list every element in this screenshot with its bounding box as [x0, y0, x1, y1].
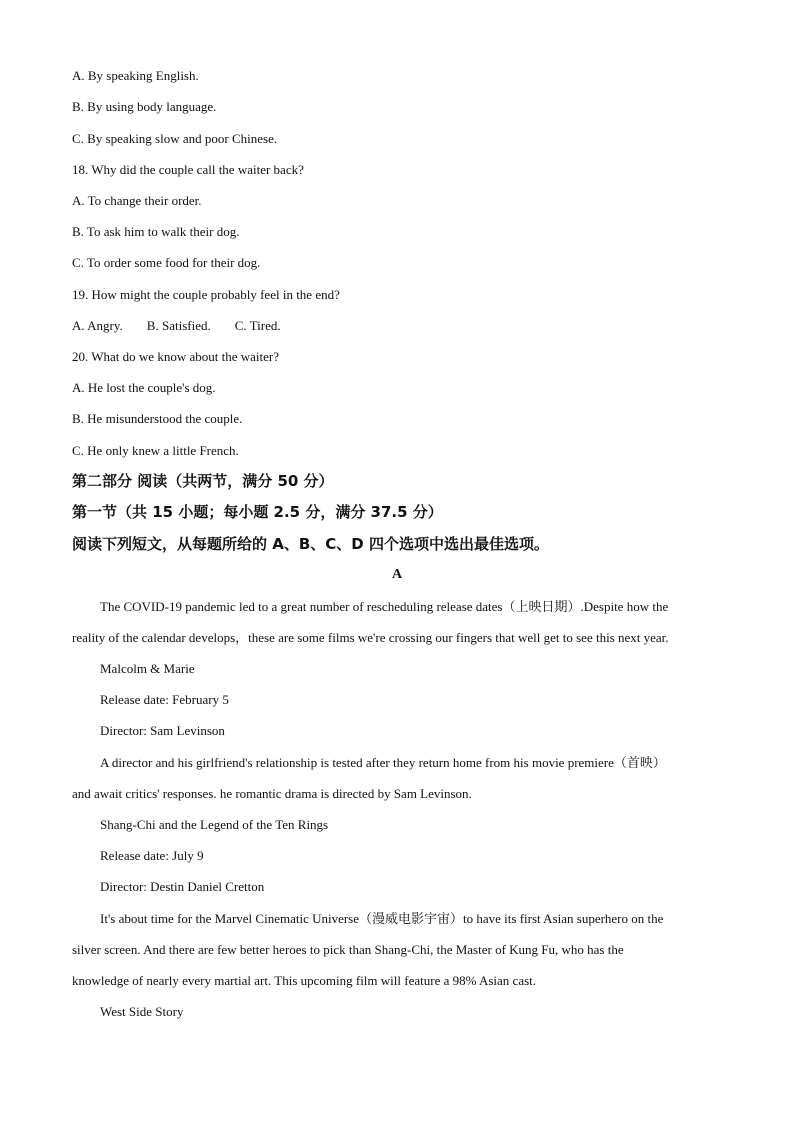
- film1-desc-line-2: and await critics' responses. he romantic drama is directed by Sam Levinson.: [72, 786, 472, 801]
- film1-director: Director: Sam Levinson: [100, 723, 225, 738]
- q20-question: 20. What do we know about the waiter?: [72, 349, 279, 364]
- film2-director: Director: Destin Daniel Cretton: [100, 879, 265, 894]
- film2-title: Shang-Chi and the Legend of the Ten Rings: [100, 817, 329, 832]
- intro-line-1: The COVID-19 pandemic led to a great number of rescheduling release dates（上映日期）.Despite how the: [100, 599, 669, 614]
- q18-question: 18. Why did the couple call the waiter back?: [72, 162, 304, 177]
- film2-desc-line-3: knowledge of nearly every martial art. This upcoming film will feature a 98% Asian cast.: [72, 973, 537, 988]
- part-title: 第二部分 阅读（共两节，满分 50 分）: [72, 472, 334, 490]
- q17-option-a: A. By speaking English.: [72, 68, 199, 83]
- film1-title: Malcolm & Marie: [100, 661, 195, 676]
- q19-options: [72, 318, 281, 334]
- q18-option-b: B. To ask him to walk their dog.: [72, 224, 240, 239]
- q17-option-b: B. By using body language.: [72, 99, 217, 114]
- q20-option-c: C. He only knew a little French.: [72, 443, 239, 458]
- q18-option-a: A. To change their order.: [72, 193, 202, 208]
- q20-option-a: A. He lost the couple's dog.: [72, 380, 216, 395]
- film1-release: Release date: February 5: [100, 692, 229, 707]
- film3-title: West Side Story: [100, 1004, 184, 1019]
- q19-option-c: C. Tired.: [234, 318, 281, 333]
- instruction: 阅读下列短文，从每题所给的 A、B、C、D 四个选项中选出最佳选项。: [72, 535, 549, 553]
- q19-question: 19. How might the couple probably feel in the end?: [72, 287, 340, 302]
- intro-line-2: reality of the calendar develops，these are some films we're crossing our fingers that well get to see this next year.: [72, 630, 669, 645]
- q17-option-c: C. By speaking slow and poor Chinese.: [72, 131, 278, 146]
- film2-release: Release date: July 9: [100, 848, 204, 863]
- film2-desc-line-2: silver screen. And there are few better heroes to pick than Shang-Chi, the Master of Kung Fu, who has the: [72, 942, 624, 957]
- passage-label: A: [391, 567, 403, 582]
- q19-option-b: B. Satisfied.: [146, 318, 211, 333]
- q18-option-c: C. To order some food for their dog.: [72, 255, 261, 270]
- section-title: 第一节（共 15 小题；每小题 2.5 分，满分 37.5 分）: [72, 503, 443, 521]
- q20-option-b: B. He misunderstood the couple.: [72, 411, 243, 426]
- film1-desc-line-1: A director and his girlfriend's relationship is tested after they return home from his movie premiere（首映）: [100, 755, 666, 770]
- q19-option-a: A. Angry.: [72, 318, 123, 333]
- film2-desc-line-1: It's about time for the Marvel Cinematic Universe（漫威电影宇宙）to have its first Asian superhero on the: [100, 911, 664, 926]
